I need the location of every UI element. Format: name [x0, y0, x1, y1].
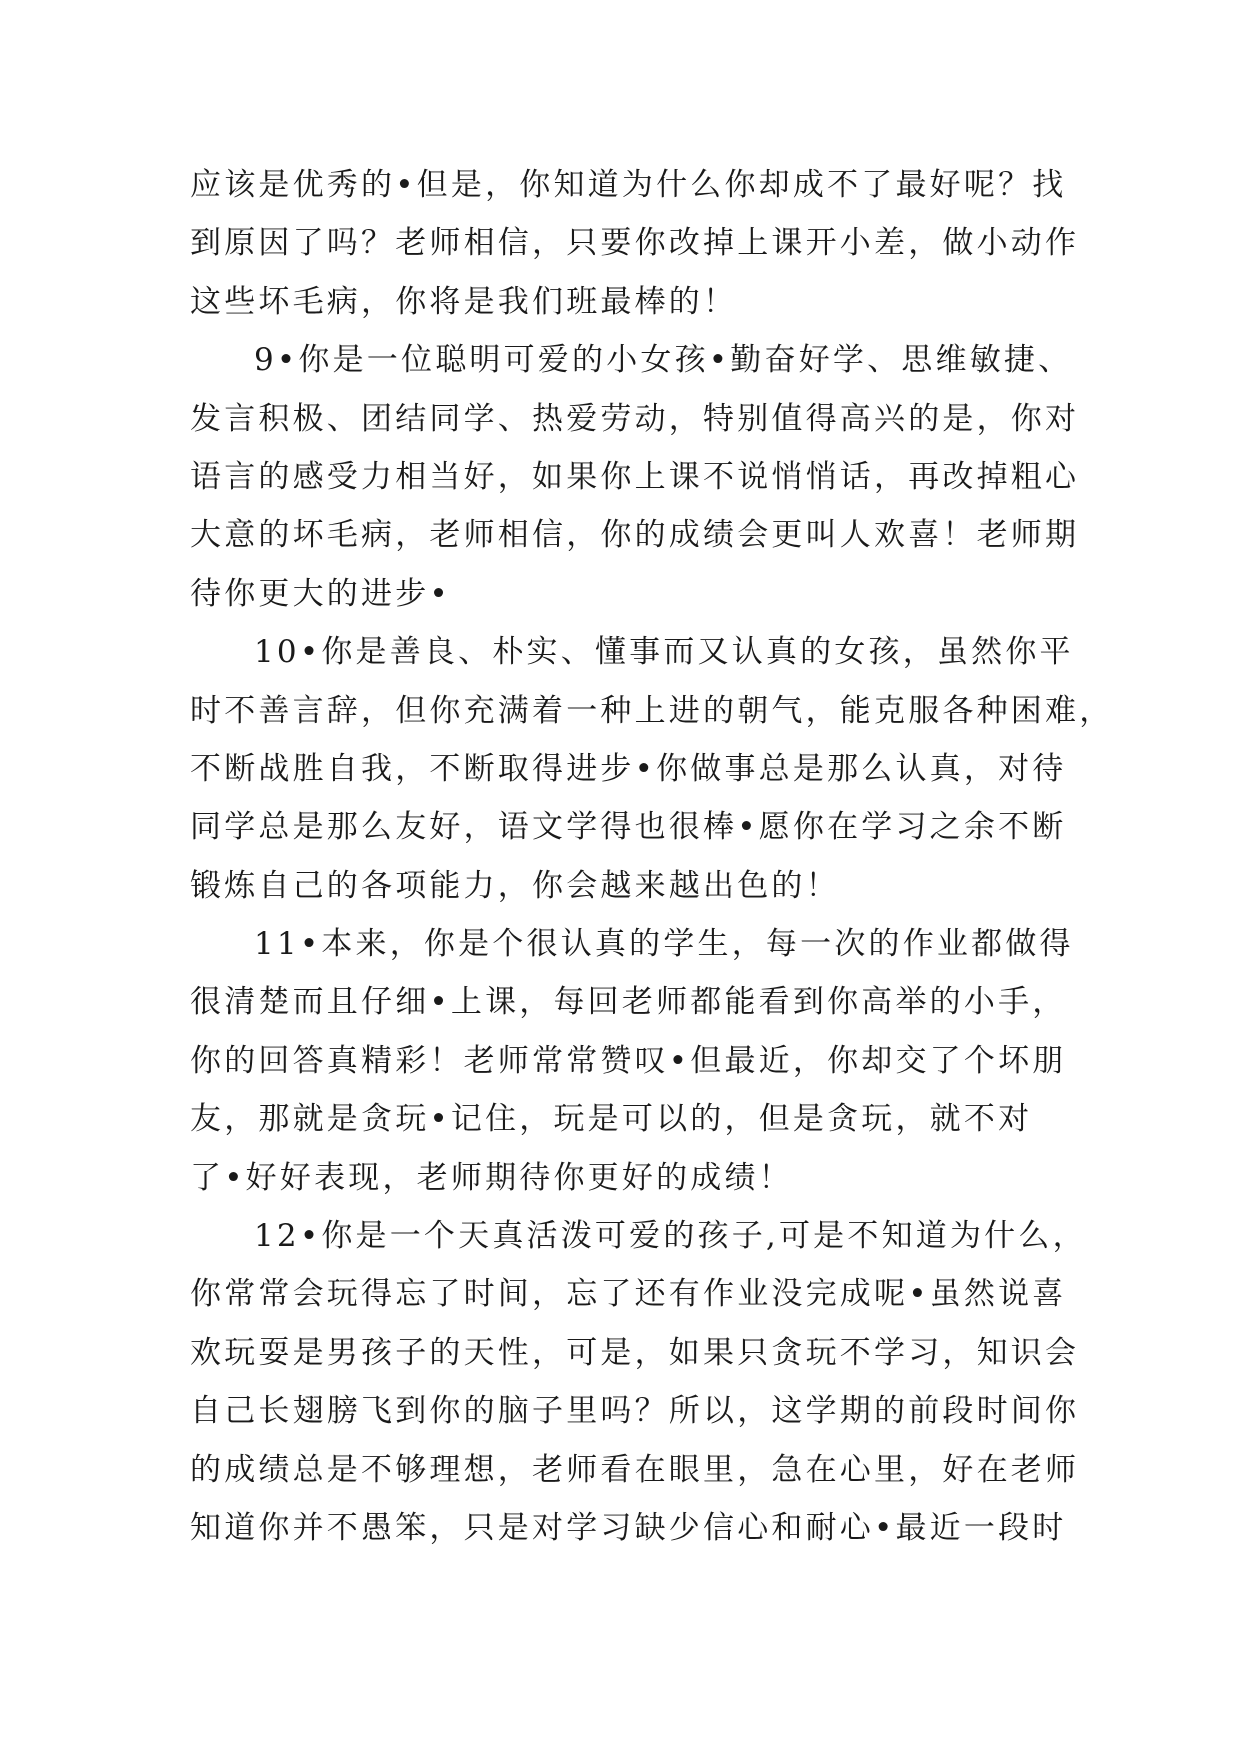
text-line: 12•你是一个天真活泼可爱的孩子,可是不知道为什么， [254, 1218, 1087, 1255]
text-line: 9•你是一位聪明可爱的小女孩•勤奋好学、思维敏捷、 [254, 342, 1073, 379]
text-line: 你的回答真精彩！老师常常赞叹•但最近，你却交了个坏朋 [190, 1042, 1067, 1079]
text-line: 时不善言辞，但你充满着一种上进的朝气，能克服各种困难， [190, 692, 1114, 729]
text-line: 不断战胜自我，不断取得进步•你做事总是那么认真，对待 [190, 750, 1067, 787]
text-line: 待你更大的进步• [190, 575, 451, 612]
text-line: 这些坏毛病，你将是我们班最棒的！ [190, 283, 738, 320]
text-line: 的成绩总是不够理想，老师看在眼里，急在心里，好在老师 [190, 1451, 1080, 1488]
text-line: 自己长翅膀飞到你的脑子里吗？所以，这学期的前段时间你 [190, 1393, 1080, 1430]
document-body [190, 156, 1114, 1557]
text-line: 锻炼自己的各项能力，你会越来越出色的！ [190, 867, 840, 904]
text-line: 你常常会玩得忘了时间，忘了还有作业没完成呢•虽然说喜 [190, 1276, 1067, 1313]
text-line: 了•好好表现，老师期待你更好的成绩！ [190, 1159, 793, 1196]
text-line: 同学总是那么友好，语文学得也很棒•愿你在学习之余不断 [190, 809, 1067, 846]
text-line: 知道你并不愚笨，只是对学习缺少信心和耐心•最近一段时 [190, 1509, 1067, 1546]
text-line: 11•本来，你是个很认真的学生，每一次的作业都做得 [254, 926, 1074, 963]
text-line: 应该是优秀的•但是，你知道为什么你却成不了最好呢？找 [190, 167, 1067, 203]
text-line: 友，那就是贪玩•记住，玩是可以的，但是贪玩，就不对 [190, 1101, 1033, 1138]
text-line: 10•你是善良、朴实、懂事而又认真的女孩，虽然你平 [254, 634, 1074, 671]
text-line: 大意的坏毛病，老师相信，你的成绩会更叫人欢喜！老师期 [190, 517, 1080, 554]
text-line: 语言的感受力相当好，如果你上课不说悄悄话，再改掉粗心 [190, 458, 1080, 495]
text-line: 到原因了吗？老师相信，只要你改掉上课开小差，做小动作 [190, 225, 1080, 262]
text-line: 发言积极、团结同学、热爱劳动，特别值得高兴的是，你对 [190, 400, 1080, 437]
text-line: 欢玩耍是男孩子的天性，可是，如果只贪玩不学习，知识会 [190, 1334, 1080, 1371]
text-line: 很清楚而且仔细•上课，每回老师都能看到你高举的小手， [190, 984, 1067, 1021]
